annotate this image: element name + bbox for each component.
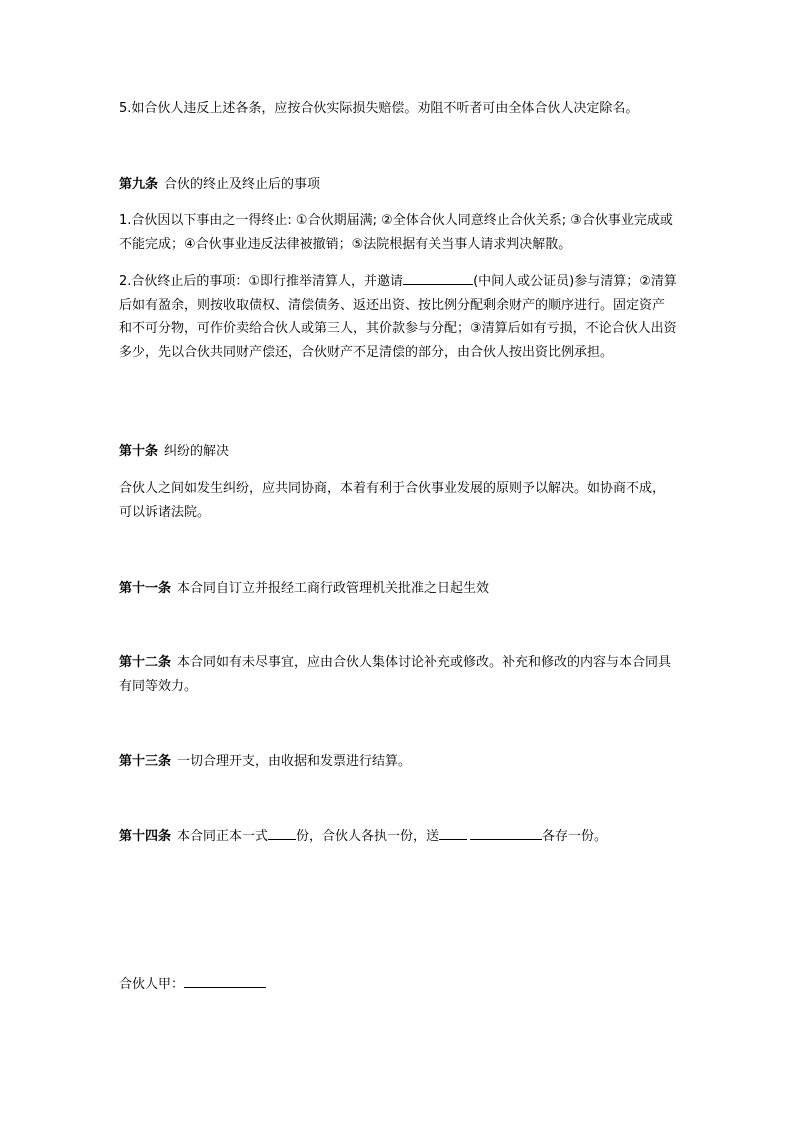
article13-number: 第十三条	[119, 754, 172, 769]
article14-text-c: 各存一份。	[542, 829, 608, 844]
article9-heading	[119, 173, 677, 197]
article9-item1: 1.合伙因以下事由之一得终止: ①合伙期届满; ②全体合伙人同意终止合伙关系; ③合伙事业完成或不能完成；④合伙事业违反法律被撤销；⑤法院根据有关当事人请求判决解散。	[119, 213, 673, 252]
copies-blank[interactable]	[268, 825, 296, 840]
article14-text-a: 本合同正本一式	[177, 829, 269, 844]
article13-body: 一切合理开支，由收据和发票进行结算。	[177, 754, 412, 769]
recipient-blank-a[interactable]	[439, 825, 467, 840]
article11-title: 本合同自订立并报经工商行政管理机关批准之日起生效	[177, 581, 490, 596]
clause8-item5: 5.如合伙人违反上述各条，应按合伙实际损失赔偿。劝阻不听者可由全体合伙人决定除名。	[119, 101, 639, 116]
article12-body: 本合同如有未尽事宜，应由合伙人集体讨论补充或修改。补充和修改的内容与本合同具有同等效力。	[119, 655, 672, 694]
article13-paragraph	[119, 750, 677, 774]
article12-paragraph	[119, 651, 677, 698]
article12-number: 第十二条	[119, 655, 172, 670]
article9-number: 第九条	[119, 177, 159, 192]
recipient-blank-b[interactable]	[470, 825, 542, 840]
article14-paragraph	[119, 825, 677, 849]
article10-number: 第十条	[119, 444, 159, 459]
article10-body: 合伙人之间如发生纠纷，应共同协商，本着有利于合伙事业发展的原则予以解决。如协商不成，可以诉诸法院。	[119, 481, 666, 520]
article9-item2-text-b: (中间人或公证员)参与清算；②清算后如有盈余，则按收取债权、清偿债务、返还出资、按比例分配剩余财产的顺序进行。固定资产和不可分物，可作价卖给合伙人或第三人，其价款参与分配；③清算后如有亏损，不论合伙人出资多少，先以合伙共同财产偿还，合伙财产不足清偿的部分，由合伙人按出资比例承担。	[119, 274, 677, 360]
article10-heading	[119, 440, 677, 464]
article11-heading	[119, 577, 677, 601]
article14-number: 第十四条	[119, 829, 172, 844]
article9-title: 合伙的终止及终止后的事项	[164, 177, 321, 192]
partner-a-blank[interactable]	[184, 973, 266, 988]
article9-item2	[119, 270, 677, 364]
mediator-blank[interactable]	[403, 270, 473, 285]
article9-item2-text-a: 2.合伙终止后的事项：①即行推举清算人，并邀请	[119, 274, 404, 289]
article14-text-b: 份，合伙人各执一份，送	[296, 829, 440, 844]
article11-number: 第十一条	[119, 581, 172, 596]
partner-a-label: 合伙人甲：	[119, 977, 185, 992]
article10-title: 纠纷的解决	[164, 444, 230, 459]
signature-partner-a	[119, 973, 677, 997]
